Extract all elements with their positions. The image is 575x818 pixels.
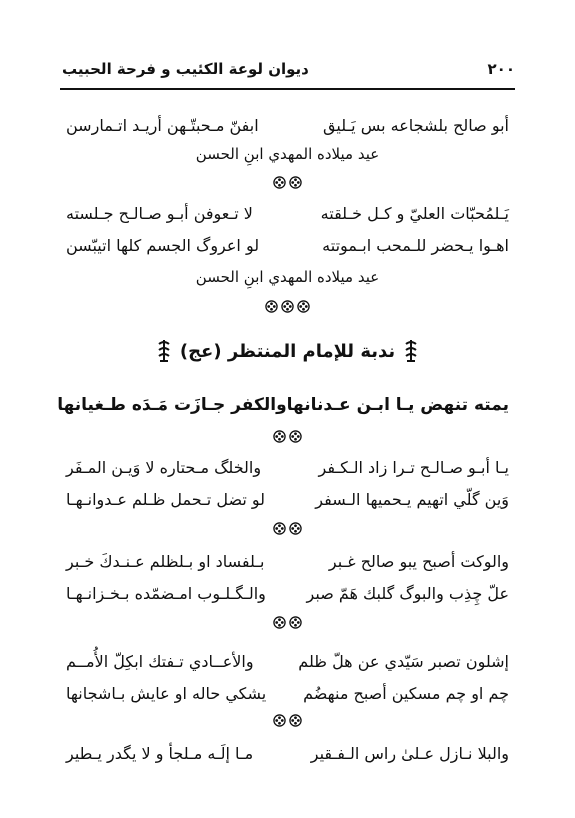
verse-first-hemistich: علّ چِذِب والبوگ گلبك هَمّ صبر [306, 583, 509, 603]
verse-second-hemistich: ابفنّ مـحبتّـهن أريـد اتـمارسن [66, 115, 259, 135]
verse-line [66, 738, 509, 768]
rosette-flower-icon [289, 714, 302, 727]
rosette-flower-icon [273, 522, 286, 535]
verse-first-hemistich: إشلون تصبر سَيّدي عن هلّ ظلم [298, 651, 509, 671]
verse-second-hemistich: بـلفساد او بـلظلم عـنـدكَ خـبر [66, 551, 265, 571]
header-rule [60, 88, 515, 90]
refrain-line: عيد ميلاده المهدي ابنِ الحسن [195, 145, 380, 163]
verse-line [66, 578, 509, 608]
verse-second-hemistich: لو تضل تـحمل ظـلم عـدوانـهـا [66, 489, 266, 509]
separator [0, 430, 575, 446]
poem-title-row [80, 334, 495, 368]
verse-line [66, 546, 509, 576]
verse-first-hemistich: أبو صالح بلشجاعه بس يَـليق [323, 115, 509, 135]
verse-line [66, 110, 509, 140]
verse-first-hemistich: والوكت أصبح يبو صالح غـبر [328, 551, 509, 571]
poem-title: ندبة للإمام المنتظر (عج) [179, 340, 396, 362]
verse-second-hemistich: لو اعروگ الجسم كلها اتيبّسن [66, 235, 260, 255]
calligraphic-ornament-icon [403, 338, 419, 364]
rosette-flower-icon [273, 616, 286, 629]
verse-second-hemistich: والكفر جـازَت مَـدَه طـغيانها [57, 395, 287, 415]
verse-second-hemistich: والأعــادي تـفتك ابكِلّ الأُمــم [66, 651, 254, 671]
verse-first-hemistich: يَـلمُحبّات العليّ و كـل خـلقته [320, 203, 509, 223]
separator [0, 300, 575, 316]
rosette-flower-icon [273, 714, 286, 727]
verse-line [66, 484, 509, 514]
verse-second-hemistich: مـا إلَـه مـلجأ و لا يگدر يـطير [66, 743, 254, 763]
rosette-flower-icon [297, 300, 310, 313]
rosette-flower-icon [289, 522, 302, 535]
rosette-flower-icon [273, 176, 286, 189]
book-title: ديوان لوعة الكئيب و فرحة الحبيب [62, 60, 309, 78]
separator [0, 176, 575, 192]
verse-first-hemistich: يـا أبـو صـالـح تـرا زاد الـكـفر [318, 457, 509, 477]
opening-verse [57, 390, 509, 420]
verse-first-hemistich: وَين گلّي اتهيم يـحميها الـسفر [315, 489, 509, 509]
rosette-flower-icon [265, 300, 278, 313]
verse-line [66, 452, 509, 482]
verse-second-hemistich: يشكي حاله او عايش بـاشجانها [66, 683, 267, 703]
verse-first-hemistich: چم او چم مسكين أصبح منهضُم [303, 683, 509, 703]
refrain-line: عيد ميلاده المهدي ابنِ الحسن [195, 268, 380, 286]
verse-second-hemistich: لا تـعوفن أبـو صـالـح جـلسته [66, 203, 253, 223]
verse-line [66, 646, 509, 676]
rosette-flower-icon [281, 300, 294, 313]
calligraphic-ornament-icon [156, 338, 172, 364]
verse-second-hemistich: والـگـلـوب امـضمّده بـخـزانـهـا [66, 583, 266, 603]
verse-first-hemistich: والبلا نـازل عـلىٰ راس الـفـقير [310, 743, 509, 763]
rosette-flower-icon [289, 176, 302, 189]
verse-line [66, 230, 509, 260]
verse-first-hemistich: اهـوا يـحضر للـمحب ابـموتته [322, 235, 509, 255]
rosette-flower-icon [273, 430, 286, 443]
rosette-flower-icon [289, 616, 302, 629]
verse-first-hemistich: يمته تنهض يـا ابـن عـدنانها [286, 395, 509, 415]
rosette-flower-icon [289, 430, 302, 443]
verse-line [66, 198, 509, 228]
verse-line [66, 678, 509, 708]
verse-second-hemistich: والخلگ مـحتاره لا وَيـن المـفَر [66, 457, 262, 477]
running-header [62, 56, 515, 82]
separator [0, 616, 575, 632]
separator [0, 522, 575, 538]
page-number: ٢٠٠ [487, 60, 515, 78]
separator [0, 714, 575, 730]
